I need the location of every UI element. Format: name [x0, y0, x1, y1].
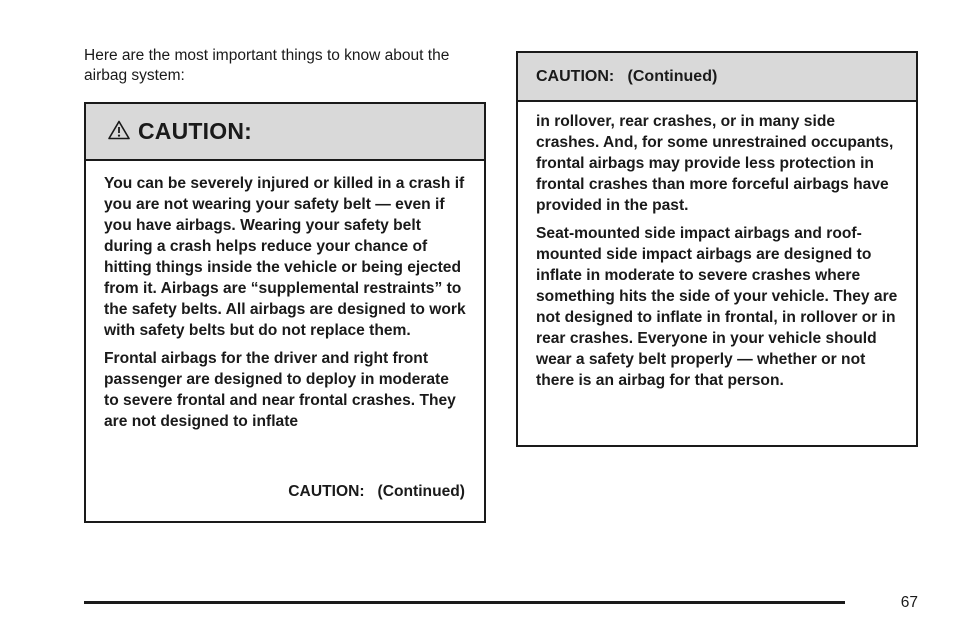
footer-rule [84, 601, 845, 604]
caution-body [518, 102, 916, 391]
warning-triangle-icon [108, 120, 130, 140]
page-number: 67 [900, 594, 918, 611]
caution-paragraph: You can be severely injured or killed in a crash if you are not wearing your safety belt — even if you have airbags. Wearing your safety belt during a crash helps reduce your chance of hitting things inside the vehicle or being ejected from it. Airbags are “supplemental restraints” to the safety belts. All airbags are designed to work with safety belts but do not replace them. [104, 175, 466, 339]
caution-paragraph: Frontal airbags for the driver and right front passenger are designed to deploy in moderate to severe frontal and near frontal crashes. They are not designed to inflate [104, 350, 456, 430]
caution-continued-header [518, 53, 916, 102]
caution-paragraph: in rollover, rear crashes, or in many side crashes. And, for some unrestrained occupants, frontal airbags may provide less protection in frontal crashes than more forceful airbags have provided in the past. [536, 113, 894, 214]
caution-continued-box [516, 51, 918, 447]
caution-continued-title: CAUTION: (Continued) [536, 67, 718, 85]
intro-text: Here are the most important things to know about the airbag system: [84, 47, 450, 84]
caution-body [86, 161, 484, 432]
caution-paragraph: Seat-mounted side impact airbags and roof-mounted side impact airbags are designed to inflate in moderate to severe crashes where something hits the side of your vehicle. They are not designed to inflate in frontal, in rollover or in rear crashes. Everyone in your vehicle should wear a safety belt properly — whether or not there is an airbag for that person. [536, 225, 898, 389]
caution-header [86, 104, 484, 161]
caution-continued-label: CAUTION: (Continued) [288, 483, 465, 500]
caution-title: CAUTION: [138, 118, 253, 144]
caution-box [84, 102, 486, 523]
